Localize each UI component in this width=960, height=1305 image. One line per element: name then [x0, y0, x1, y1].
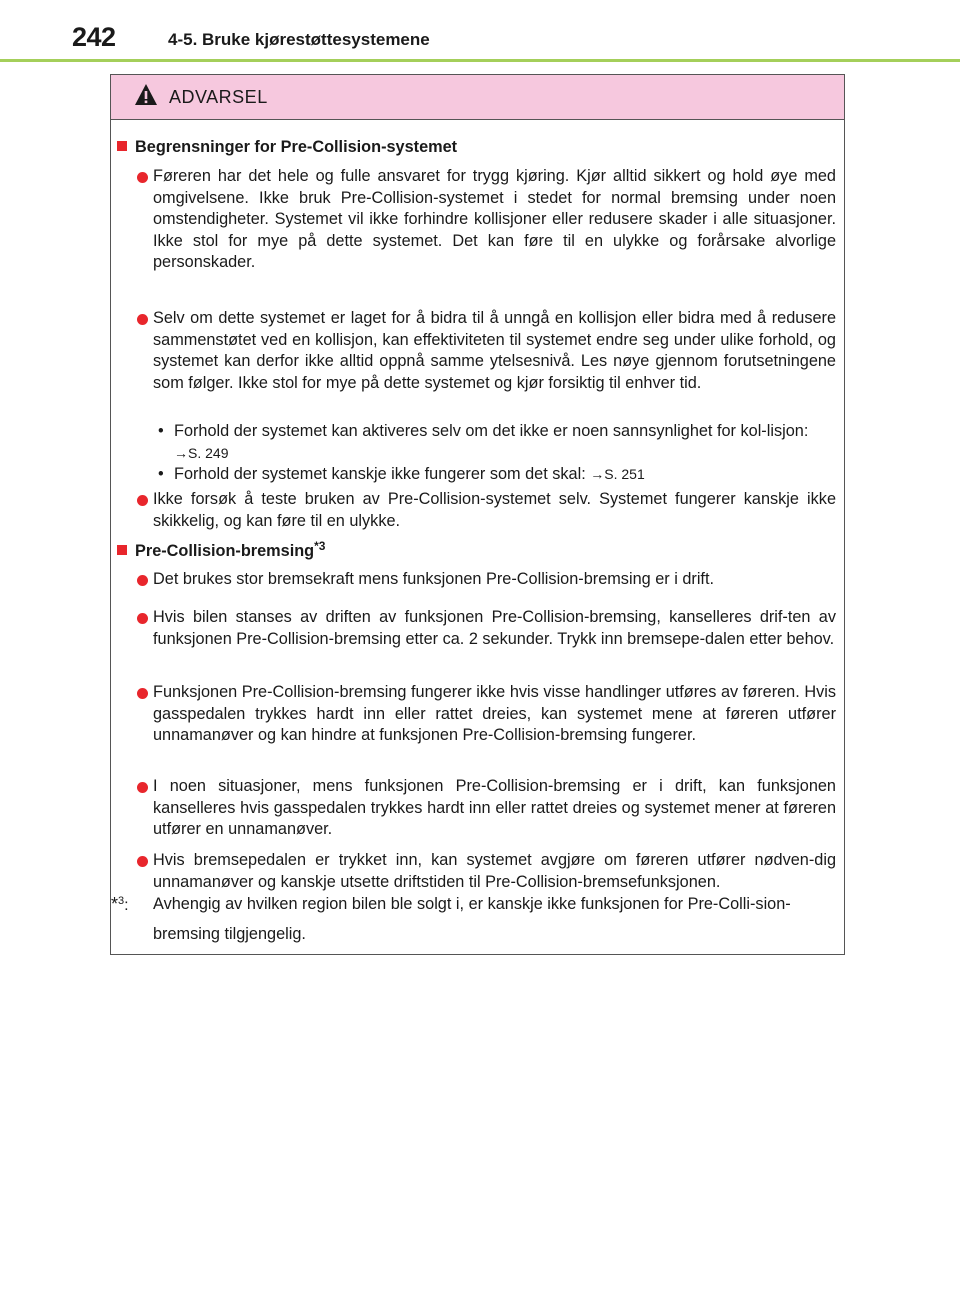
list-item: Føreren har det hele og fulle ansvaret for trygg kjøring. Kjør alltid sikkert og hold øye med omgivelsene. Ikke bruk Pre-Collision-systemet i stedet for normal bremsing under noen omstendigheter. Systemet vil ikke forhindre kollisjoner eller redusere skader i alle situasjoner. Ikke stol for mye på dette systemet. Det kan føre til en ulykke og forårsake alvorlige personskader.: [137, 166, 836, 274]
list-item: Det brukes stor bremsekraft mens funksjonen Pre-Collision-bremsing er i drift.: [137, 569, 836, 591]
bullet-dot-icon: [137, 314, 148, 325]
square-bullet-icon: [117, 141, 127, 151]
page-reference: →S. 249: [174, 444, 229, 461]
sub-list-item: • Forhold der systemet kan aktiveres selv om det ikke er noen sannsynlighet for kol-lisjon: →S. 249: [158, 422, 809, 461]
bullet-dot-icon: [137, 495, 148, 506]
footnote-marker: *$^3$:: [111, 894, 129, 914]
bullet-dot-icon: [137, 613, 148, 624]
section-title: 4-5. Bruke kjørestøttesystemene: [168, 30, 430, 49]
section-heading: Pre-Collision-bremsing$^{*3}$: [117, 536, 325, 563]
bullet-dot-icon: [137, 688, 148, 699]
list-item: Hvis bilen stanses av driften av funksjonen Pre-Collision-bremsing, kanselleres drif-ten av funksjonen Pre-Collision-bremsing etter ca. 2 sekunder. Trykk inn bremsepe-dalen etter behov.: [137, 607, 836, 650]
bullet-dot-icon: [137, 172, 148, 183]
list-item: Ikke forsøk å teste bruken av Pre-Collision-systemet selv. Systemet fungerer kanskje ikke skikkelig, og kan føre til en ulykke.: [137, 489, 836, 532]
header-rule: [0, 59, 960, 62]
warning-header: [111, 75, 844, 120]
square-bullet-icon: [117, 545, 127, 555]
warning-box: [110, 74, 845, 955]
footnote: *$^3$: Avhengig av hvilken region bilen ble solgt i, er kanskje ikke funksjonen for Pre-Colli-sion-bremsing tilgjengelig.: [111, 889, 834, 949]
page-header: [72, 22, 952, 60]
sub-list-item: • Forhold der systemet kanskje ikke fungerer som det skal: →S. 251: [158, 465, 645, 483]
warning-triangle-icon: [134, 83, 158, 107]
section-heading: Begrensninger for Pre-Collision-systemet: [117, 137, 457, 159]
list-item: Hvis bremsepedalen er trykket inn, kan systemet avgjøre om føreren utfører nødven-dig unnamanøver og kanskje utsette driftstiden til Pre-Collision-bremsefunksjonen.: [137, 850, 836, 893]
list-item: Selv om dette systemet er laget for å bidra til å unngå en kollisjon eller bidra med å redusere sammenstøtet ved en kollisjon, kan effektiviteten til systemet endre seg under ulike forhold, og systemet kan derfor ikke alltid oppnå samme ytelsesnivå. Les nøye gjennom forutsetningene som følger. Ikke stol for mye på dette systemet og kjør forsiktig til enhver tid.: [137, 308, 836, 394]
list-item: I noen situasjoner, mens funksjonen Pre-Collision-bremsing er i drift, kan funksjonen kanselleres hvis gasspedalen trykkes hardt inn eller rattet dreies og systemet mener at føreren utfører en unnamanøver.: [137, 776, 836, 841]
list-item: Funksjonen Pre-Collision-bremsing fungerer ikke hvis visse handlinger utføres av føreren. Hvis gasspedalen trykkes hardt inn eller rattet dreies, kan systemet mene at føreren utfører unnamanøver og kan hindre at funksjonen Pre-Collision-bremsing fungerer.: [137, 682, 836, 747]
page-reference: →S. 251: [590, 466, 645, 482]
page-number: 242: [72, 22, 116, 52]
bullet-dot-icon: [137, 575, 148, 586]
bullet-dot-icon: [137, 856, 148, 867]
warning-title: ADVARSEL: [169, 87, 268, 107]
bullet-dot-icon: [137, 782, 148, 793]
